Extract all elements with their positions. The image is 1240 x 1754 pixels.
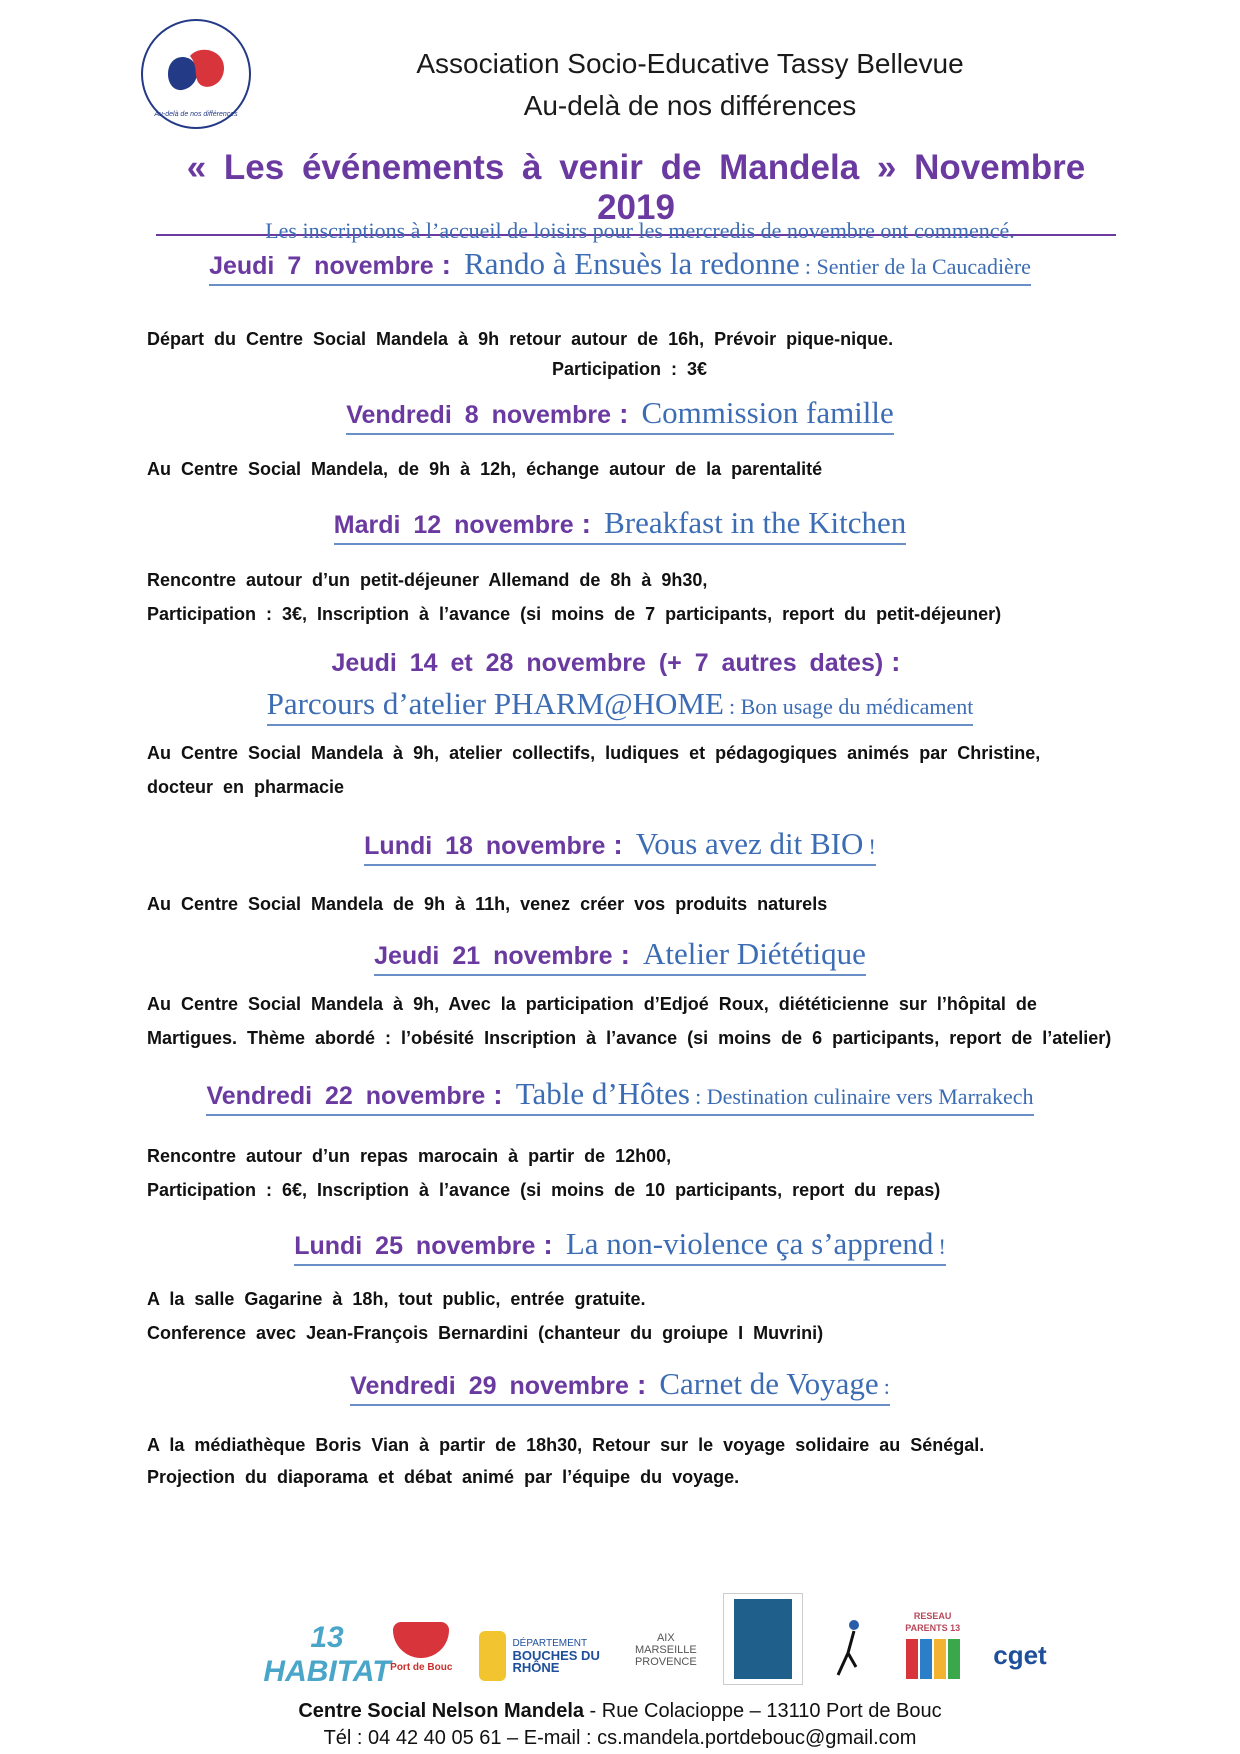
svg-text:Au-delà de nos différences: Au-delà de nos différences xyxy=(154,111,238,118)
event-heading: Vendredi 29 novembre : Carnet de Voyage : xyxy=(0,1366,1240,1406)
event-title: Vous avez dit BIO xyxy=(635,826,864,861)
reseau-parents-logo: RESEAU PARENTS 13 xyxy=(898,1605,968,1685)
event-description: Rencontre autour d’un petit-déjeuner Allemand de 8h à 9h30, xyxy=(147,570,708,590)
event-date: Jeudi 21 novembre xyxy=(374,942,613,970)
event-heading: Mardi 12 novembre : Breakfast in the Kitchen xyxy=(0,505,1240,545)
habitat-logo: 13 HABITAT xyxy=(263,1621,391,1688)
footer-address xyxy=(0,1700,1240,1723)
event-participation: Participation : 3€ xyxy=(551,359,708,379)
registration-notice: Les inscriptions à l’accueil de loisirs pour les mercredis de novembre ont commencé. xyxy=(265,218,1015,243)
event-description: Projection du diaporama et débat animé par l’équipe du voyage. xyxy=(147,1467,740,1487)
footer-contact: Tél : 04 42 40 05 61 – E-mail : cs.mandela.portdebouc@gmail.com xyxy=(323,1727,917,1749)
event-date: Vendredi 22 novembre xyxy=(206,1082,486,1110)
page-title: « Les événements à venir de Mandela » Novembre 2019 xyxy=(156,148,1116,236)
caf-logo xyxy=(723,1593,803,1685)
association-name: Association Socio-Educative Tassy Bellevue xyxy=(416,48,964,79)
event-description: Rencontre autour d’un repas marocain à partir de 12h00, xyxy=(147,1146,672,1166)
event-title: La non-violence ça s’apprend xyxy=(565,1226,934,1261)
event-date: Vendredi 29 novembre xyxy=(350,1372,629,1400)
event-title: Carnet de Voyage xyxy=(659,1366,879,1401)
event-description: Départ du Centre Social Mandela à 9h retour autour de 16h, Prévoir pique-nique. xyxy=(147,329,894,349)
event-date: Mardi 12 novembre xyxy=(333,511,574,539)
event-heading: Lundi 18 novembre : Vous avez dit BIO ! xyxy=(0,826,1240,866)
event-heading: Vendredi 22 novembre : Table d’Hôtes : Destination culinaire vers Marrakech xyxy=(0,1076,1240,1116)
footer-street: - Rue Colacioppe – 13110 Port de Bouc xyxy=(584,1700,942,1722)
event-heading: Vendredi 8 novembre : Commission famille xyxy=(0,395,1240,435)
event-title: Atelier Diététique xyxy=(642,936,866,971)
association-motto: Au-delà de nos différences xyxy=(523,90,857,121)
event-date: Vendredi 8 novembre xyxy=(346,401,612,429)
event-heading: Jeudi 7 novembre : Rando à Ensuès la redonne : Sentier de la Caucadière xyxy=(0,246,1240,286)
event-title: Rando à Ensuès la redonne xyxy=(464,246,800,281)
event-subtitle: ! xyxy=(868,834,876,859)
aix-marseille-provence-logo: AIX MARSEILLE PROVENCE xyxy=(634,1632,697,1668)
event-subtitle: : xyxy=(883,1374,890,1399)
centre-social-logo xyxy=(138,16,254,132)
bouches-du-rhone-logo: DÉPARTEMENT BOUCHES DU RHÔNE xyxy=(479,1627,609,1685)
event-description: A la salle Gagarine à 18h, tout public, entrée gratuite. xyxy=(147,1289,646,1309)
event-subtitle: ! xyxy=(938,1234,946,1259)
event-description: Participation : 6€, Inscription à l’avance (si moins de 10 participants, report du repas) xyxy=(147,1180,941,1200)
event-description: Au Centre Social Mandela à 9h, Avec la participation d’Edjoé Roux, diététicienne sur l’hôpital de Martigues. Thème abordé : l’obésité Inscription à l’avance (si moins de 6 participants, report de l’atelier) xyxy=(147,994,1112,1048)
event-description: Conference avec Jean-François Bernardini (chanteur du groiupe I Muvrini) xyxy=(147,1323,824,1343)
event-subtitle: : Destination culinaire vers Marrakech xyxy=(695,1084,1034,1109)
jeunesse-logo xyxy=(825,1615,875,1685)
event-title: Breakfast in the Kitchen xyxy=(604,505,907,540)
event-date: Jeudi 7 novembre xyxy=(209,252,434,280)
event-description: Participation : 3€, Inscription à l’avance (si moins de 7 participants, report du petit-déjeuner) xyxy=(147,604,1002,624)
event-description: Au Centre Social Mandela de 9h à 11h, venez créer vos produits naturels xyxy=(147,894,828,914)
event-description: Au Centre Social Mandela à 9h, atelier collectifs, ludiques et pédagogiques animés par Christine, docteur en pharmacie xyxy=(147,743,1041,797)
event-date: Jeudi 14 et 28 novembre (+ 7 autres dates) xyxy=(331,649,884,677)
event-heading: Jeudi 21 novembre : Atelier Diététique xyxy=(0,936,1240,976)
event-heading: Lundi 25 novembre : La non-violence ça s’apprend ! xyxy=(0,1226,1240,1266)
cget-logo: cget xyxy=(993,1640,1047,1670)
event-description: Au Centre Social Mandela, de 9h à 12h, échange autour de la parentalité xyxy=(147,459,823,479)
event-title: Commission famille xyxy=(641,395,894,430)
event-date: Lundi 18 novembre xyxy=(364,832,606,860)
event-title: Parcours d’atelier PHARM@HOME xyxy=(266,686,724,721)
event-title: Table d’Hôtes xyxy=(515,1076,690,1111)
event-description: A la médiathèque Boris Vian à partir de 18h30, Retour sur le voyage solidaire au Sénégal. xyxy=(147,1435,985,1455)
event-date-line: Jeudi 14 et 28 novembre (+ 7 autres dates) : xyxy=(331,646,901,677)
event-date: Lundi 25 novembre xyxy=(294,1232,536,1260)
footer-org: Centre Social Nelson Mandela xyxy=(298,1700,584,1722)
event-subtitle: : Sentier de la Caucadière xyxy=(804,254,1031,279)
partner-logos xyxy=(263,1590,1050,1688)
event-subtitle: : Bon usage du médicament xyxy=(729,694,974,719)
event-heading xyxy=(0,686,1240,726)
figure-icon xyxy=(830,1617,870,1683)
port-de-bouc-logo: Port de Bouc xyxy=(386,1611,456,1685)
